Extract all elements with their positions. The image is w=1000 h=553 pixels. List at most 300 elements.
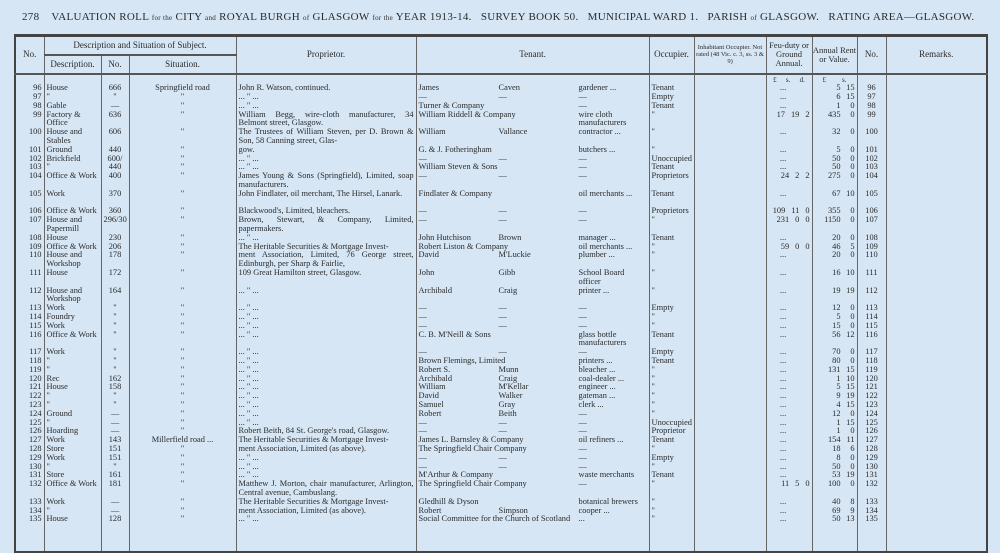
occupier: Proprietors bbox=[649, 207, 694, 216]
tenant-occupation: — bbox=[578, 101, 587, 110]
rent-shillings: 0 bbox=[850, 453, 855, 462]
remarks bbox=[886, 498, 987, 507]
inhabitant-occupier bbox=[694, 102, 766, 111]
tenant bbox=[416, 445, 649, 454]
tenant-first-name: Gledhill & Dyson bbox=[418, 497, 479, 506]
description: Work bbox=[44, 322, 101, 331]
inhabitant-occupier bbox=[694, 445, 766, 454]
table-row bbox=[15, 93, 987, 102]
tenant-first-name: James L. Barnsley & Company bbox=[418, 436, 524, 445]
annual-rent bbox=[812, 163, 857, 172]
row-number: 112 bbox=[15, 287, 44, 305]
annual-rent bbox=[812, 155, 857, 164]
annual-rent bbox=[812, 146, 857, 155]
header-occupier: Occupier. bbox=[649, 36, 694, 74]
description: Office & Work bbox=[44, 480, 101, 498]
remarks bbox=[886, 401, 987, 410]
rent-pounds: 15 bbox=[832, 321, 841, 330]
annual-rent bbox=[812, 322, 857, 331]
situation: " bbox=[129, 454, 236, 463]
tenant-occupation: clerk ... bbox=[578, 400, 604, 409]
unit-shillings: s. bbox=[842, 75, 847, 84]
tenant-surname: — bbox=[498, 93, 507, 102]
situation: " bbox=[129, 190, 236, 208]
tenant-surname: Simpson bbox=[498, 506, 528, 515]
annual-rent bbox=[812, 234, 857, 243]
empty-cell bbox=[694, 524, 766, 552]
proprietor: James Young & Sons (Springfield), Limited, soap manufacturers. bbox=[236, 172, 416, 190]
tenant-occupation: — bbox=[578, 304, 587, 313]
rent-pounds: 46 bbox=[832, 242, 841, 251]
tenant-occupation: contractor ... bbox=[578, 128, 621, 137]
street-number: — bbox=[101, 498, 129, 507]
header-annual-rent: Annual Rent or Value. bbox=[812, 36, 857, 74]
rent-pounds: 50 bbox=[832, 154, 841, 163]
situation: " bbox=[129, 392, 236, 401]
inhabitant-occupier bbox=[694, 111, 766, 129]
title-text: of bbox=[303, 14, 310, 22]
occupier: " bbox=[649, 383, 694, 392]
remarks bbox=[886, 251, 987, 269]
title-text: for the bbox=[372, 14, 394, 22]
annual-rent bbox=[812, 348, 857, 357]
tenant-first-name: Findlater & Company bbox=[418, 189, 493, 198]
feu-pounds: ... bbox=[779, 304, 787, 313]
tenant-first-name: John bbox=[418, 269, 435, 278]
occupier: Tenant bbox=[649, 357, 694, 366]
tenant-surname: — bbox=[498, 462, 507, 471]
row-number: 113 bbox=[15, 304, 44, 313]
rent-pounds: 67 bbox=[832, 189, 841, 198]
row-number: 127 bbox=[15, 436, 44, 445]
row-number-right: 130 bbox=[857, 463, 886, 472]
feu-duty bbox=[766, 383, 812, 392]
feu-shillings: 11 bbox=[791, 207, 800, 216]
annual-rent bbox=[812, 401, 857, 410]
annual-rent bbox=[812, 366, 857, 375]
occupier: " bbox=[649, 287, 694, 305]
rent-shillings: 0 bbox=[850, 207, 855, 216]
annual-rent bbox=[812, 454, 857, 463]
table-row bbox=[15, 243, 987, 252]
situation: " bbox=[129, 269, 236, 287]
situation: " bbox=[129, 375, 236, 384]
feu-duty bbox=[766, 234, 812, 243]
tenant-occupation: engineer ... bbox=[578, 383, 616, 392]
feu-pounds: 24 bbox=[780, 172, 790, 181]
remarks bbox=[886, 172, 987, 190]
inhabitant-occupier bbox=[694, 507, 766, 516]
feu-duty bbox=[766, 480, 812, 498]
tenant-surname: — bbox=[498, 207, 507, 216]
table-row bbox=[15, 471, 987, 480]
remarks bbox=[886, 463, 987, 472]
inhabitant-occupier bbox=[694, 331, 766, 349]
proprietor: ... " ... bbox=[236, 163, 416, 172]
tenant-surname: M'Kellar bbox=[498, 383, 529, 392]
description: Work bbox=[44, 454, 101, 463]
tenant-first-name: Robert bbox=[418, 409, 442, 418]
street-number: " bbox=[101, 401, 129, 410]
feu-duty bbox=[766, 445, 812, 454]
tenant-surname: — bbox=[498, 216, 507, 225]
remarks bbox=[886, 207, 987, 216]
feu-pounds: ... bbox=[779, 128, 787, 137]
street-number: — bbox=[101, 427, 129, 436]
tenant-first-name: William bbox=[418, 128, 446, 137]
row-number-right: 122 bbox=[857, 392, 886, 401]
rent-shillings: 15 bbox=[846, 383, 855, 392]
row-number-right: 100 bbox=[857, 128, 886, 146]
row-number: 125 bbox=[15, 419, 44, 428]
row-number: 135 bbox=[15, 515, 44, 524]
tenant bbox=[416, 128, 649, 146]
table-row bbox=[15, 207, 987, 216]
tenant-first-name: Archibald bbox=[418, 374, 453, 383]
rent-pounds: 53 bbox=[832, 471, 841, 480]
row-number-right: 120 bbox=[857, 375, 886, 384]
tenant-first-name: David bbox=[418, 392, 439, 401]
feu-duty bbox=[766, 102, 812, 111]
table-row bbox=[15, 348, 987, 357]
tenant-first-name: William Riddell & Company bbox=[418, 110, 516, 119]
proprietor: ... " ... bbox=[236, 375, 416, 384]
rent-shillings: 19 bbox=[846, 471, 855, 480]
occupier: " bbox=[649, 111, 694, 129]
feu-pounds: ... bbox=[779, 189, 787, 198]
annual-rent bbox=[812, 287, 857, 305]
tenant bbox=[416, 427, 649, 436]
row-number-right: 116 bbox=[857, 331, 886, 349]
annual-rent bbox=[812, 331, 857, 349]
description: Work bbox=[44, 436, 101, 445]
remarks bbox=[886, 348, 987, 357]
street-number: 161 bbox=[101, 471, 129, 480]
feu-pounds: ... bbox=[779, 436, 787, 445]
street-number: — bbox=[101, 419, 129, 428]
occupier: Proprietor bbox=[649, 427, 694, 436]
occupier: " bbox=[649, 515, 694, 524]
tenant-occupation: butchers ... bbox=[578, 145, 616, 154]
tenant bbox=[416, 366, 649, 375]
rent-shillings: 0 bbox=[850, 233, 855, 242]
unit-pounds: £ bbox=[822, 75, 827, 84]
feu-pounds: ... bbox=[779, 357, 787, 365]
feu-pounds: ... bbox=[779, 348, 787, 357]
header-num: No. bbox=[101, 55, 129, 74]
occupier: " bbox=[649, 313, 694, 322]
table-row bbox=[15, 304, 987, 313]
tenant bbox=[416, 251, 649, 269]
tenant bbox=[416, 243, 649, 252]
rent-shillings: 0 bbox=[850, 145, 855, 154]
feu-pounds: ... bbox=[779, 286, 787, 295]
feu-pounds: ... bbox=[779, 269, 787, 278]
feu-duty bbox=[766, 304, 812, 313]
proprietor: ... " ... bbox=[236, 383, 416, 392]
annual-rent bbox=[812, 251, 857, 269]
tenant bbox=[416, 146, 649, 155]
tenant bbox=[416, 454, 649, 463]
annual-rent bbox=[812, 392, 857, 401]
feu-pounds: ... bbox=[779, 506, 787, 515]
rent-pounds: 5 bbox=[836, 84, 841, 93]
annual-rent bbox=[812, 216, 857, 234]
situation: " bbox=[129, 111, 236, 129]
feu-duty bbox=[766, 269, 812, 287]
feu-pence: 0 bbox=[805, 216, 810, 225]
inhabitant-occupier bbox=[694, 172, 766, 190]
tenant-occupation: coal-dealer ... bbox=[578, 374, 625, 383]
row-number-right: 132 bbox=[857, 480, 886, 498]
tenant-first-name: Robert bbox=[418, 506, 442, 515]
row-number: 96 bbox=[15, 84, 44, 93]
feu-duty bbox=[766, 348, 812, 357]
situation: Millerfield road ... bbox=[129, 436, 236, 445]
tenant bbox=[416, 287, 649, 305]
street-number: 606 bbox=[101, 128, 129, 146]
remarks bbox=[886, 366, 987, 375]
description: Brickfield bbox=[44, 155, 101, 164]
description: Office & Work bbox=[44, 172, 101, 190]
rent-pounds: 40 bbox=[832, 497, 841, 506]
street-number: " bbox=[101, 322, 129, 331]
situation: " bbox=[129, 287, 236, 305]
occupier: Unoccupied bbox=[649, 155, 694, 164]
rent-shillings: 0 bbox=[850, 163, 855, 172]
proprietor: ment Association, Limited, 76 George street, Edinburgh, per Sharp & Fairlie, bbox=[236, 251, 416, 269]
rent-pounds: 9 bbox=[836, 392, 841, 401]
occupier: " bbox=[649, 498, 694, 507]
feu-pounds: ... bbox=[779, 154, 787, 163]
title-text: GLASGOW. RATING AREA—GLASGOW. bbox=[760, 11, 975, 23]
inhabitant-occupier bbox=[694, 313, 766, 322]
feu-duty bbox=[766, 515, 812, 524]
situation: " bbox=[129, 251, 236, 269]
tenant-surname: — bbox=[498, 172, 507, 181]
remarks bbox=[886, 269, 987, 287]
tenant-occupation: — bbox=[578, 453, 587, 462]
tenant-surname: Gray bbox=[498, 400, 516, 409]
feu-pounds: ... bbox=[779, 233, 787, 242]
tenant-first-name: The Springfield Chair Company bbox=[418, 444, 527, 453]
feu-duty bbox=[766, 146, 812, 155]
row-number-right: 131 bbox=[857, 471, 886, 480]
empty-cell bbox=[649, 524, 694, 552]
description: House bbox=[44, 269, 101, 287]
proprietor: ... " ... bbox=[236, 463, 416, 472]
remarks bbox=[886, 436, 987, 445]
row-number: 129 bbox=[15, 454, 44, 463]
rent-pounds: 19 bbox=[832, 286, 841, 295]
row-number-right: 99 bbox=[857, 111, 886, 129]
row-number-right: 125 bbox=[857, 419, 886, 428]
remarks bbox=[886, 163, 987, 172]
table-row bbox=[15, 383, 987, 392]
occupier: Tenant bbox=[649, 163, 694, 172]
rent-shillings: 15 bbox=[846, 418, 855, 427]
rent-shillings: 0 bbox=[850, 313, 855, 322]
tenant bbox=[416, 155, 649, 164]
tenant-occupation: — bbox=[578, 93, 587, 102]
street-number: 151 bbox=[101, 454, 129, 463]
tenant-first-name: — bbox=[418, 93, 427, 102]
occupier: " bbox=[649, 128, 694, 146]
rent-shillings: 15 bbox=[846, 365, 855, 374]
empty-cell bbox=[812, 524, 857, 552]
rent-pounds: 56 bbox=[832, 330, 841, 339]
description: Office & Work bbox=[44, 243, 101, 252]
situation: " bbox=[129, 410, 236, 419]
tenant-surname: — bbox=[498, 427, 507, 436]
rent-pounds: 69 bbox=[832, 506, 841, 515]
table-row bbox=[15, 515, 987, 524]
situation: " bbox=[129, 155, 236, 164]
proprietor: ... " ... bbox=[236, 357, 416, 366]
inhabitant-occupier bbox=[694, 427, 766, 436]
occupier: " bbox=[649, 480, 694, 498]
tenant-first-name: — bbox=[418, 427, 427, 436]
row-number: 103 bbox=[15, 163, 44, 172]
tenant-first-name: — bbox=[418, 453, 427, 462]
description: Store bbox=[44, 445, 101, 454]
unit-pounds: £ bbox=[773, 75, 777, 84]
proprietor: ... " ... bbox=[236, 410, 416, 419]
tenant-first-name: C. B. M'Neill & Sons bbox=[418, 330, 491, 339]
situation: " bbox=[129, 515, 236, 524]
proprietor: The Trustees of William Steven, per D. Brown & Son, 58 Canning street, Glas- bbox=[236, 128, 416, 146]
proprietor: The Heritable Securities & Mortgage Invest- bbox=[236, 498, 416, 507]
tenant-occupation: — bbox=[578, 480, 587, 489]
street-number: 172 bbox=[101, 269, 129, 287]
row-number: 117 bbox=[15, 348, 44, 357]
description: " bbox=[44, 93, 101, 102]
table-row bbox=[15, 102, 987, 111]
feu-shillings: 0 bbox=[795, 216, 800, 225]
rent-shillings: 6 bbox=[850, 444, 855, 453]
street-number: 128 bbox=[101, 515, 129, 524]
annual-rent bbox=[812, 84, 857, 93]
description: Store bbox=[44, 471, 101, 480]
proprietor: ... " ... bbox=[236, 322, 416, 331]
inhabitant-occupier bbox=[694, 207, 766, 216]
proprietor: ... " ... bbox=[236, 304, 416, 313]
description: House and Workshop bbox=[44, 251, 101, 269]
description: Factory & Office bbox=[44, 111, 101, 129]
description: House and Stables bbox=[44, 128, 101, 146]
tenant-occupation: — bbox=[578, 207, 587, 216]
street-number: 440 bbox=[101, 163, 129, 172]
annual-rent bbox=[812, 427, 857, 436]
row-number: 118 bbox=[15, 357, 44, 366]
feu-duty bbox=[766, 463, 812, 472]
inhabitant-occupier bbox=[694, 410, 766, 419]
tenant-first-name: James bbox=[418, 84, 439, 93]
situation: " bbox=[129, 383, 236, 392]
tenant-surname: — bbox=[498, 453, 507, 462]
street-number: 206 bbox=[101, 243, 129, 252]
rent-pounds: 131 bbox=[827, 365, 841, 374]
feu-pounds: ... bbox=[779, 427, 787, 436]
tenant bbox=[416, 436, 649, 445]
tenant-occupation: — bbox=[578, 409, 587, 418]
rent-shillings: 0 bbox=[850, 427, 855, 436]
row-number: 109 bbox=[15, 243, 44, 252]
row-number: 100 bbox=[15, 128, 44, 146]
row-number: 121 bbox=[15, 383, 44, 392]
row-number: 134 bbox=[15, 507, 44, 516]
situation: " bbox=[129, 146, 236, 155]
annual-rent bbox=[812, 480, 857, 498]
feu-pounds: ... bbox=[779, 515, 787, 524]
empty-cell bbox=[416, 524, 649, 552]
table-row bbox=[15, 128, 987, 146]
proprietor: gow. bbox=[236, 146, 416, 155]
remarks bbox=[886, 454, 987, 463]
tenant-occupation: gateman ... bbox=[578, 392, 616, 401]
table-row bbox=[15, 234, 987, 243]
tenant bbox=[416, 392, 649, 401]
situation: " bbox=[129, 322, 236, 331]
inhabitant-occupier bbox=[694, 366, 766, 375]
proprietor: Matthew J. Morton, chair manufacturer, Arlington, Central avenue, Cambuslang. bbox=[236, 480, 416, 498]
rent-shillings: 0 bbox=[850, 251, 855, 260]
tenant-first-name: William bbox=[418, 383, 446, 392]
page-title bbox=[22, 11, 975, 23]
rent-shillings: 5 bbox=[850, 242, 855, 251]
proprietor: John R. Watson, continued. bbox=[236, 84, 416, 93]
tenant-surname: Craig bbox=[498, 286, 518, 295]
feu-duty bbox=[766, 419, 812, 428]
proprietor: Robert Beith, 84 St. George's road, Glasgow. bbox=[236, 427, 416, 436]
description: " bbox=[44, 463, 101, 472]
annual-rent bbox=[812, 190, 857, 208]
description: House bbox=[44, 383, 101, 392]
situation: Springfield road bbox=[129, 84, 236, 93]
occupier: Tenant bbox=[649, 234, 694, 243]
inhabitant-occupier bbox=[694, 128, 766, 146]
occupier: " bbox=[649, 401, 694, 410]
feu-pounds: ... bbox=[779, 321, 787, 330]
tenant-occupation: — bbox=[578, 321, 587, 330]
tenant-surname: Gibb bbox=[498, 269, 516, 278]
description: " bbox=[44, 366, 101, 375]
header-tenant: Tenant. bbox=[416, 36, 649, 74]
annual-rent bbox=[812, 383, 857, 392]
rent-shillings: 13 bbox=[846, 515, 855, 524]
remarks bbox=[886, 190, 987, 208]
row-number-right: 105 bbox=[857, 190, 886, 208]
annual-rent bbox=[812, 498, 857, 507]
remarks bbox=[886, 313, 987, 322]
street-number: " bbox=[101, 357, 129, 366]
tenant-occupation: oil merchants ... bbox=[578, 189, 633, 198]
empty-cell bbox=[236, 524, 416, 552]
rent-pounds: 6 bbox=[836, 93, 841, 102]
remarks bbox=[886, 84, 987, 93]
row-number-right: 118 bbox=[857, 357, 886, 366]
feu-duty bbox=[766, 313, 812, 322]
tenant-surname: Vallance bbox=[498, 128, 528, 137]
table-row bbox=[15, 313, 987, 322]
feu-duty bbox=[766, 322, 812, 331]
proprietor: ... " ... bbox=[236, 348, 416, 357]
inhabitant-occupier bbox=[694, 146, 766, 155]
empty-cell bbox=[857, 524, 886, 552]
street-number: 296/30 bbox=[101, 216, 129, 234]
feu-pence: 2 bbox=[805, 172, 810, 181]
feu-pounds: 11 bbox=[781, 480, 790, 489]
